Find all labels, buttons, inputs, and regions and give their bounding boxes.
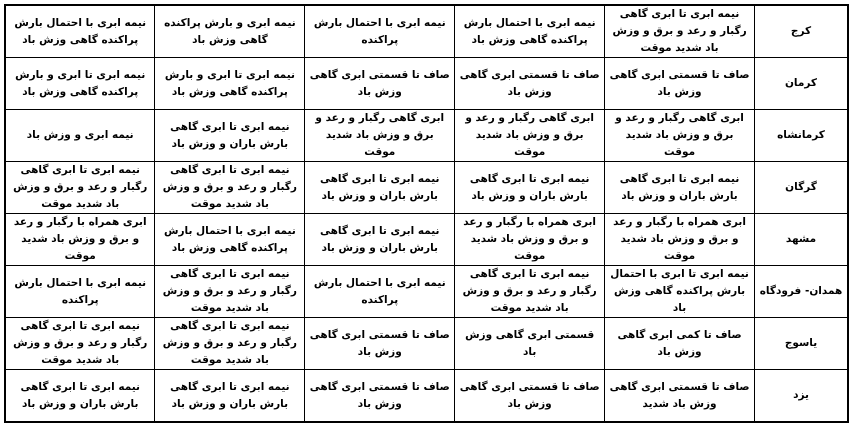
forecast-cell: نیمه ابری تا ابری با احتمال بارش پراکنده گاهی وزش باد [605,266,755,318]
forecast-cell: نیمه ابری تا ابری گاهی رگبار و رعد و برق و وزش باد شدید موقت [155,162,305,214]
city-name: گرگان [755,162,849,214]
forecast-cell: نیمه ابری تا ابری و بارش پراکنده گاهی وزش باد [5,58,155,110]
forecast-cell: نیمه ابری تا ابری گاهی بارش باران و وزش باد [605,162,755,214]
weather-forecast-table [4,4,849,423]
table-row [5,162,848,214]
forecast-cell: نیمه ابری تا ابری گاهی بارش باران و وزش باد [305,214,455,266]
forecast-cell: صاف تا قسمتی ابری گاهی وزش باد [605,58,755,110]
forecast-cell: صاف تا قسمتی ابری گاهی وزش باد [305,318,455,370]
forecast-cell: نیمه ابری با احتمال بارش پراکنده گاهی وزش باد [5,5,155,58]
city-name: همدان- فرودگاه [755,266,849,318]
forecast-cell: نیمه ابری با احتمال بارش پراکنده [5,266,155,318]
forecast-cell: ابری همراه با رگبار و رعد و برق و وزش باد شدید موقت [605,214,755,266]
forecast-cell: نیمه ابری تا ابری گاهی بارش باران و وزش باد [155,110,305,162]
forecast-cell: نیمه ابری تا ابری و بارش پراکنده گاهی وزش باد [155,58,305,110]
table-row [5,370,848,423]
forecast-cell: نیمه ابری و بارش پراکنده گاهی وزش باد [155,5,305,58]
city-name: یزد [755,370,849,423]
forecast-cell: نیمه ابری تا ابری گاهی بارش باران و وزش باد [305,162,455,214]
forecast-cell: صاف تا قسمتی ابری گاهی وزش باد [305,58,455,110]
forecast-cell: نیمه ابری تا ابری گاهی رگبار و رعد و برق و وزش باد شدید موقت [155,266,305,318]
table-row [5,110,848,162]
forecast-cell: ابری همراه با رگبار و رعد و برق و وزش باد شدید موقت [455,214,605,266]
forecast-cell: نیمه ابری تا ابری گاهی بارش باران و وزش باد [5,370,155,423]
table-row [5,5,848,58]
forecast-cell: ابری گاهی رگبار و رعد و برق و وزش باد شدید موقت [455,110,605,162]
forecast-cell: نیمه ابری تا ابری گاهی رگبار و رعد و برق و وزش باد شدید موقت [155,318,305,370]
forecast-cell: نیمه ابری با احتمال بارش پراکنده گاهی وزش باد [455,5,605,58]
table-row [5,266,848,318]
forecast-cell: ابری گاهی رگبار و رعد و برق و وزش باد شدید موقت [305,110,455,162]
forecast-cell: نیمه ابری تا ابری گاهی بارش باران و وزش باد [155,370,305,423]
forecast-cell: نیمه ابری تا ابری گاهی رگبار و رعد و برق و وزش باد شدید موقت [5,162,155,214]
forecast-cell: صاف تا قسمتی ابری گاهی وزش باد [455,370,605,423]
forecast-cell: نیمه ابری تا ابری گاهی رگبار و رعد و برق و وزش باد شدید موقت [455,266,605,318]
city-name: کرمان [755,58,849,110]
table-row [5,318,848,370]
forecast-cell: نیمه ابری با احتمال بارش پراکنده [305,266,455,318]
forecast-cell: نیمه ابری با احتمال بارش پراکنده [305,5,455,58]
forecast-cell: نیمه ابری با احتمال بارش پراکنده گاهی وزش باد [155,214,305,266]
forecast-cell: نیمه ابری تا ابری گاهی رگبار و رعد و برق و وزش باد شدید موقت [5,318,155,370]
forecast-cell: قسمتی ابری گاهی وزش باد [455,318,605,370]
forecast-cell: نیمه ابری تا ابری گاهی بارش باران و وزش باد [455,162,605,214]
table-row [5,214,848,266]
forecast-cell: نیمه ابری و وزش باد [5,110,155,162]
city-name: یاسوج [755,318,849,370]
city-name: کرج [755,5,849,58]
table-row [5,58,848,110]
forecast-cell: صاف تا کمی ابری گاهی وزش باد [605,318,755,370]
forecast-cell: نیمه ابری تا ابری گاهی رگبار و رعد و برق و وزش باد شدید موقت [605,5,755,58]
forecast-cell: ابری همراه با رگبار و رعد و برق و وزش باد شدید موقت [5,214,155,266]
city-name: کرمانشاه [755,110,849,162]
forecast-cell: صاف تا قسمتی ابری گاهی وزش باد [455,58,605,110]
forecast-cell: ابری گاهی رگبار و رعد و برق و وزش باد شدید موقت [605,110,755,162]
forecast-cell: صاف تا قسمتی ابری گاهی وزش باد شدید [605,370,755,423]
city-name: مشهد [755,214,849,266]
forecast-cell: صاف تا قسمتی ابری گاهی وزش باد [305,370,455,423]
